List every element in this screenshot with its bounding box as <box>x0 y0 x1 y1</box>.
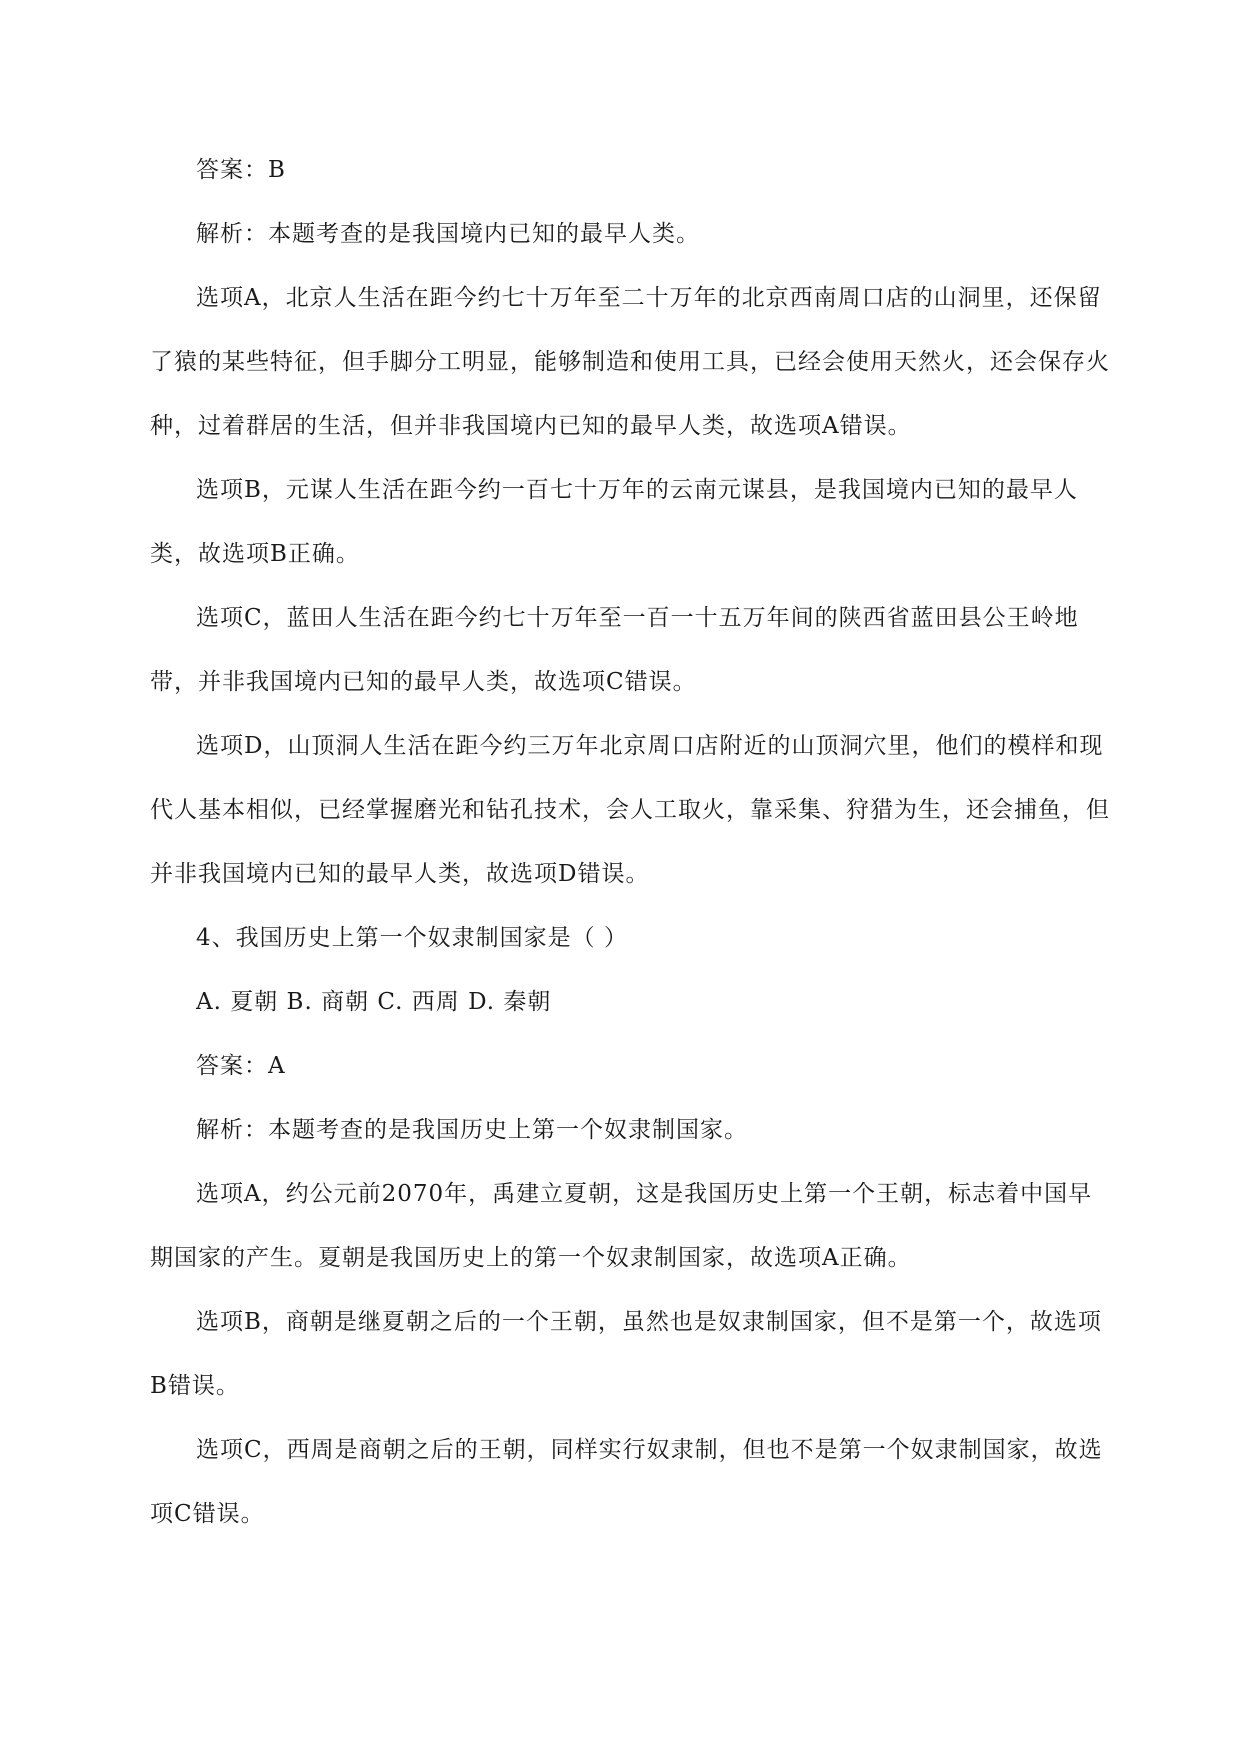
answer-line-q3: 答案：B <box>196 157 286 183</box>
question-4-options: A. 夏朝 B. 商朝 C. 西周 D. 秦朝 <box>196 989 552 1015</box>
option-b-explanation-q4: 选项B，商朝是继夏朝之后的一个王朝，虽然也是奴隶制国家，但不是第一个，故选项B错误。 <box>150 1309 1102 1399</box>
analysis-intro-q4: 解析：本题考查的是我国历史上第一个奴隶制国家。 <box>196 1117 748 1143</box>
option-c-explanation-q4: 选项C，西周是商朝之后的王朝，同样实行奴隶制，但也不是第一个奴隶制国家，故选项C错误。 <box>150 1437 1103 1527</box>
answer-line-q4: 答案：A <box>196 1053 286 1079</box>
document-body <box>150 138 1110 1546</box>
option-a-explanation-q3: 选项A，北京人生活在距今约七十万年至二十万年的北京西南周口店的山洞里，还保留了猿的某些特征，但手脚分工明显，能够制造和使用工具，已经会使用天然火，还会保存火种，过着群居的生活，但并非我国境内已知的最早人类，故选项A错误。 <box>150 285 1110 439</box>
option-c-explanation-q3: 选项C，蓝田人生活在距今约七十万年至一百一十五万年间的陕西省蓝田县公王岭地带，并非我国境内已知的最早人类，故选项C错误。 <box>150 605 1079 695</box>
analysis-intro-q3: 解析：本题考查的是我国境内已知的最早人类。 <box>196 221 700 247</box>
question-4: 4、我国历史上第一个奴隶制国家是（ ） <box>196 925 628 951</box>
option-b-explanation-q3: 选项B，元谋人生活在距今约一百七十万年的云南元谋县，是我国境内已知的最早人类，故选项B正确。 <box>150 477 1078 567</box>
option-d-explanation-q3: 选项D，山顶洞人生活在距今约三万年北京周口店附近的山顶洞穴里，他们的模样和现代人基本相似，已经掌握磨光和钻孔技术，会人工取火，靠采集、狩猎为生，还会捕鱼，但并非我国境内已知的最早人类，故选项D错误。 <box>150 733 1110 887</box>
option-a-explanation-q4: 选项A，约公元前2070年，禹建立夏朝，这是我国历史上第一个王朝，标志着中国早期国家的产生。夏朝是我国历史上的第一个奴隶制国家，故选项A正确。 <box>150 1181 1093 1271</box>
